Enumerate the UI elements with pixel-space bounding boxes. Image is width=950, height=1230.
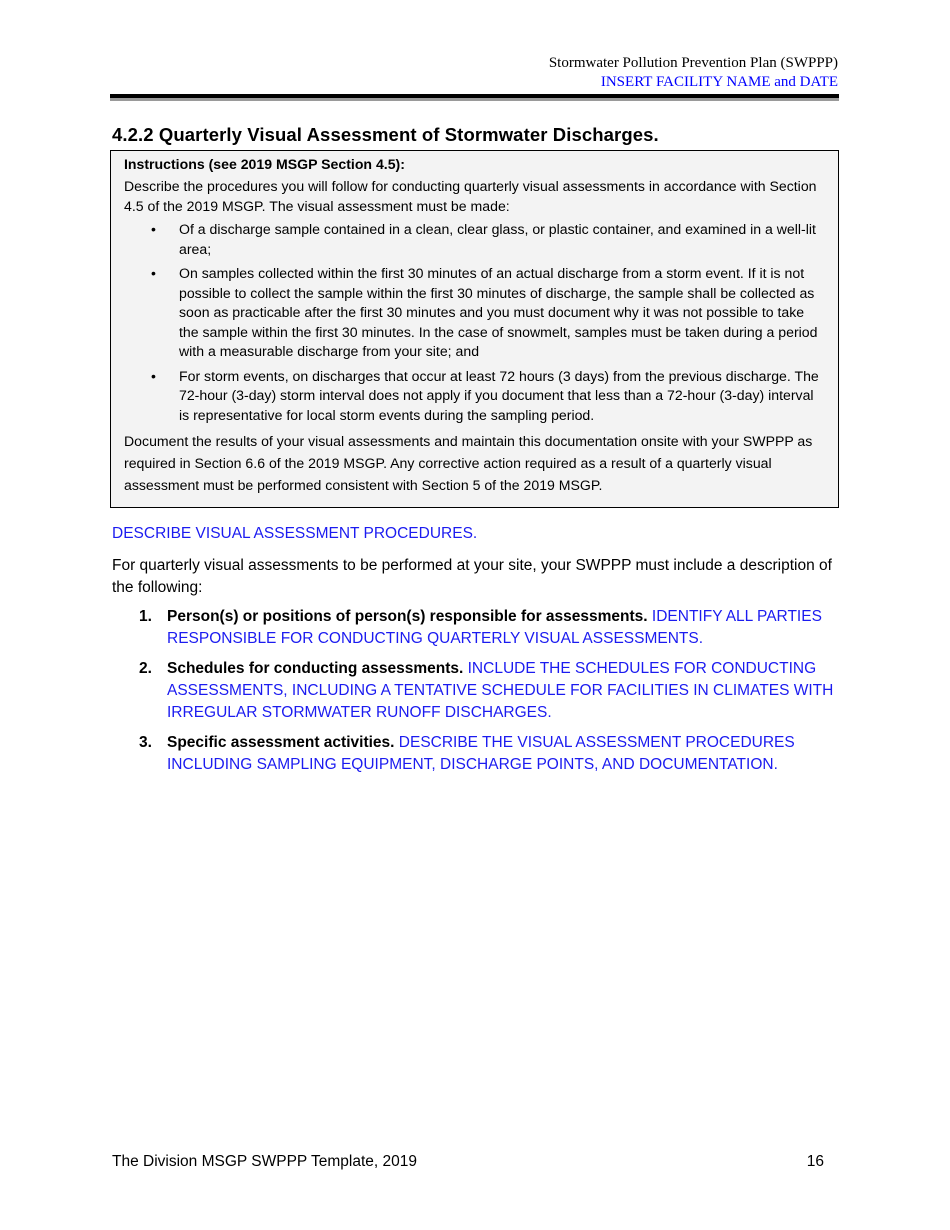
requirement-item (112, 732, 837, 776)
requirement-number: 1. (139, 608, 152, 625)
requirement-item (112, 606, 837, 650)
requirement-number: 3. (139, 734, 152, 751)
page-header (549, 54, 838, 92)
bullet-glyph: • (151, 221, 156, 237)
requirement-placeholder[interactable]: INCLUDE THE SCHEDULES FOR CONDUCTING ASSESSMENTS, INCLUDING A TENTATIVE SCHEDULE FOR FACILITIES IN CLIMATES WITH IRREGULAR STORMWATER RUNOFF DISCHARGES. (167, 660, 834, 721)
instructions-title: Instructions (see 2019 MSGP Section 4.5): (124, 156, 405, 172)
instructions-box (110, 150, 839, 508)
bullet-item (124, 264, 826, 362)
footer-template-label: The Division MSGP SWPPP Template, 2019 (112, 1153, 417, 1170)
requirement-placeholder[interactable]: IDENTIFY ALL PARTIES RESPONSIBLE FOR CONDUCTING QUARTERLY VISUAL ASSESSMENTS. (167, 608, 822, 647)
bullet-text: For storm events, on discharges that occur at least 72 hours (3 days) from the previous discharge. The 72-hour (3-day) storm interval does not apply if you document that less than a 72-hour (3-day) interval is representative for local storm events during the sampling period. (179, 367, 819, 423)
bullet-text: On samples collected within the first 30 minutes of an actual discharge from a storm event. If it is not possible to collect the sample within the first 30 minutes of discharge, the sample shall be collected as soon as practicable after the first 30 minutes and you must document why it was not possible to take the sample within the first 30 minutes. In the case of snowmelt, samples must be taken during a period with a measurable discharge from your site; and (179, 265, 818, 359)
requirement-placeholder[interactable]: DESCRIBE THE VISUAL ASSESSMENT PROCEDURES INCLUDING SAMPLING EQUIPMENT, DISCHARGE POINTS, AND DOCUMENTATION. (167, 734, 795, 773)
requirement-number: 2. (139, 660, 152, 677)
document-title: Stormwater Pollution Prevention Plan (SWPPP) (548, 55, 838, 71)
instructions-closing: Document the results of your visual assessments and maintain this documentation onsite with your SWPPP as required in Section 6.6 of the 2019 MSGP. Any corrective action required as a result of a quarterly visual assessment must be performed consistent with Section 5 of the 2019 MSGP. (124, 433, 813, 493)
requirement-item (112, 658, 837, 724)
bullet-item (124, 367, 826, 426)
bullet-item (124, 220, 826, 259)
page-number: 16 (806, 1153, 824, 1170)
requirement-lead: Schedules for conducting assessments. (167, 660, 468, 677)
section-heading: 4.2.2 Quarterly Visual Assessment of Stormwater Discharges. (112, 124, 659, 145)
describe-procedures-placeholder[interactable]: DESCRIBE VISUAL ASSESSMENT PROCEDURES. (112, 525, 478, 542)
requirement-lead: Person(s) or positions of person(s) responsible for assessments. (167, 608, 652, 625)
requirements-list (112, 606, 837, 784)
instructions-intro: Describe the procedures you will follow for conducting quarterly visual assessments in accordance with Section 4.5 of the 2019 MSGP. The visual assessment must be made: (124, 178, 817, 214)
header-divider-shadow (110, 98, 839, 101)
bullet-text: Of a discharge sample contained in a clean, clear glass, or plastic container, and examined in a well-lit area; (179, 221, 816, 257)
bullet-glyph: • (151, 265, 156, 281)
instructions-bullet-list (124, 220, 826, 425)
requirements-intro: For quarterly visual assessments to be performed at your site, your SWPPP must include a description of the following: (112, 557, 832, 596)
facility-placeholder[interactable]: INSERT FACILITY NAME and DATE (600, 74, 838, 90)
requirement-lead: Specific assessment activities. (167, 734, 399, 751)
bullet-glyph: • (151, 367, 156, 384)
